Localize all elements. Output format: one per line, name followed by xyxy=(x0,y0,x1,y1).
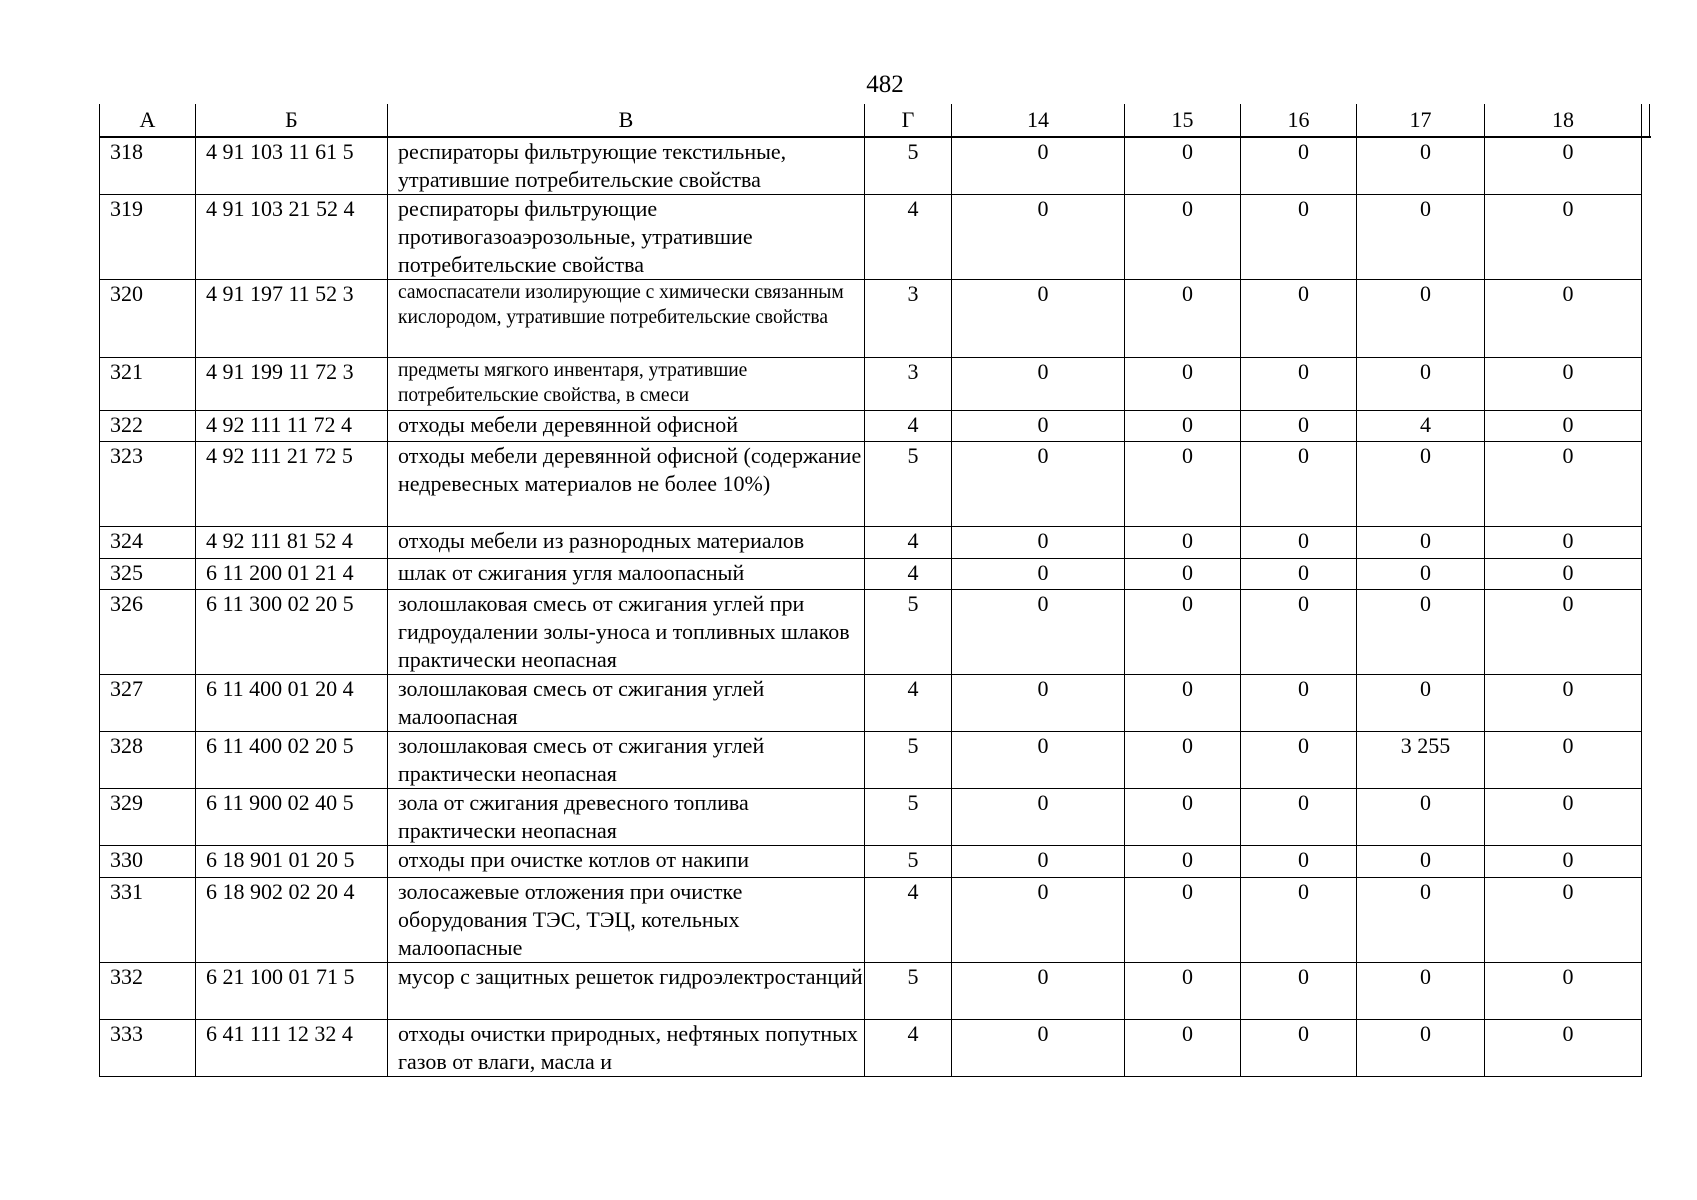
value-col-14: 0 xyxy=(952,963,1125,1020)
value-col-18: 0 xyxy=(1485,137,1642,195)
value-col-16: 0 xyxy=(1241,878,1357,963)
waste-code: 6 11 900 02 40 5 xyxy=(196,789,388,846)
waste-description: отходы мебели деревянной офисной xyxy=(388,411,865,442)
value-col-16: 0 xyxy=(1241,280,1357,358)
value-col-15: 0 xyxy=(1125,411,1241,442)
row-number: 323 xyxy=(100,442,196,527)
hazard-class: 4 xyxy=(865,878,952,963)
hazard-class: 4 xyxy=(865,559,952,590)
value-col-17: 0 xyxy=(1357,878,1485,963)
value-col-14: 0 xyxy=(952,789,1125,846)
value-col-17: 0 xyxy=(1357,846,1485,878)
hazard-class: 5 xyxy=(865,137,952,195)
value-col-16: 0 xyxy=(1241,442,1357,527)
value-col-15: 0 xyxy=(1125,963,1241,1020)
value-col-15: 0 xyxy=(1125,195,1241,280)
value-col-16: 0 xyxy=(1241,411,1357,442)
value-col-15: 0 xyxy=(1125,1020,1241,1077)
value-col-17: 0 xyxy=(1357,789,1485,846)
row-number: 329 xyxy=(100,789,196,846)
table-row xyxy=(100,358,1642,411)
waste-code: 6 18 902 02 20 4 xyxy=(196,878,388,963)
value-col-15: 0 xyxy=(1125,137,1241,195)
value-col-18: 0 xyxy=(1485,195,1642,280)
value-col-14: 0 xyxy=(952,137,1125,195)
value-col-14: 0 xyxy=(952,559,1125,590)
value-col-14: 0 xyxy=(952,442,1125,527)
value-col-16: 0 xyxy=(1241,846,1357,878)
value-col-17: 0 xyxy=(1357,442,1485,527)
table-row xyxy=(100,1020,1642,1077)
table-row xyxy=(100,789,1642,846)
hazard-class: 3 xyxy=(865,358,952,411)
value-col-17: 0 xyxy=(1357,675,1485,732)
hazard-class: 4 xyxy=(865,411,952,442)
value-col-17: 0 xyxy=(1357,280,1485,358)
value-col-14: 0 xyxy=(952,1020,1125,1077)
waste-description: мусор с защитных решеток гидроэлектростанций xyxy=(388,963,865,1020)
value-col-17: 0 xyxy=(1357,195,1485,280)
value-col-15: 0 xyxy=(1125,442,1241,527)
table-row xyxy=(100,559,1642,590)
table-row xyxy=(100,527,1642,559)
row-number: 332 xyxy=(100,963,196,1020)
col-header-18: 18 xyxy=(1485,104,1642,137)
table-body xyxy=(100,137,1642,1077)
value-col-15: 0 xyxy=(1125,559,1241,590)
waste-description: золошлаковая смесь от сжигания углей практически неопасная xyxy=(388,732,865,789)
col-header-g: Г xyxy=(865,104,952,137)
value-col-18: 0 xyxy=(1485,280,1642,358)
value-col-16: 0 xyxy=(1241,358,1357,411)
waste-description: зола от сжигания древесного топлива практически неопасная xyxy=(388,789,865,846)
waste-description: респираторы фильтрующие противогазоаэрозольные, утратившие потребительские свойства xyxy=(388,195,865,280)
value-col-14: 0 xyxy=(952,358,1125,411)
table-row xyxy=(100,732,1642,789)
value-col-15: 0 xyxy=(1125,732,1241,789)
waste-description: отходы очистки природных, нефтяных попутных газов от влаги, масла и xyxy=(388,1020,865,1077)
hazard-class: 4 xyxy=(865,1020,952,1077)
value-col-17: 0 xyxy=(1357,559,1485,590)
value-col-18: 0 xyxy=(1485,411,1642,442)
value-col-16: 0 xyxy=(1241,675,1357,732)
waste-description: отходы при очистке котлов от накипи xyxy=(388,846,865,878)
value-col-18: 0 xyxy=(1485,559,1642,590)
page-number: 482 xyxy=(866,71,904,98)
value-col-15: 0 xyxy=(1125,527,1241,559)
hazard-class: 5 xyxy=(865,963,952,1020)
row-number: 325 xyxy=(100,559,196,590)
value-col-14: 0 xyxy=(952,732,1125,789)
table-row xyxy=(100,846,1642,878)
row-number: 321 xyxy=(100,358,196,411)
waste-code: 6 41 111 12 32 4 xyxy=(196,1020,388,1077)
row-number: 318 xyxy=(100,137,196,195)
col-header-14: 14 xyxy=(952,104,1125,137)
value-col-17: 0 xyxy=(1357,358,1485,411)
waste-description: респираторы фильтрующие текстильные, утратившие потребительские свойства xyxy=(388,137,865,195)
col-header-a: А xyxy=(100,104,196,137)
hazard-class: 4 xyxy=(865,195,952,280)
value-col-17: 0 xyxy=(1357,137,1485,195)
value-col-16: 0 xyxy=(1241,789,1357,846)
col-header-15: 15 xyxy=(1125,104,1241,137)
waste-description: отходы мебели из разнородных материалов xyxy=(388,527,865,559)
table-row xyxy=(100,675,1642,732)
value-col-18: 0 xyxy=(1485,846,1642,878)
value-col-14: 0 xyxy=(952,878,1125,963)
row-number: 326 xyxy=(100,590,196,675)
col-header-v: В xyxy=(388,104,865,137)
value-col-16: 0 xyxy=(1241,559,1357,590)
row-number: 322 xyxy=(100,411,196,442)
waste-code: 6 11 300 02 20 5 xyxy=(196,590,388,675)
hazard-class: 5 xyxy=(865,789,952,846)
table-row xyxy=(100,411,1642,442)
waste-description: золосажевые отложения при очистке оборудования ТЭС, ТЭЦ, котельных малоопасные xyxy=(388,878,865,963)
row-number: 320 xyxy=(100,280,196,358)
row-number: 327 xyxy=(100,675,196,732)
hazard-class: 4 xyxy=(865,527,952,559)
value-col-18: 0 xyxy=(1485,963,1642,1020)
value-col-18: 0 xyxy=(1485,527,1642,559)
waste-code: 4 91 103 11 61 5 xyxy=(196,137,388,195)
value-col-15: 0 xyxy=(1125,358,1241,411)
value-col-16: 0 xyxy=(1241,1020,1357,1077)
value-col-14: 0 xyxy=(952,675,1125,732)
waste-description: золошлаковая смесь от сжигания углей малоопасная xyxy=(388,675,865,732)
row-number: 333 xyxy=(100,1020,196,1077)
waste-register-table xyxy=(99,104,1642,1077)
value-col-16: 0 xyxy=(1241,137,1357,195)
hazard-class: 3 xyxy=(865,280,952,358)
hazard-class: 5 xyxy=(865,590,952,675)
waste-code: 4 92 111 21 72 5 xyxy=(196,442,388,527)
value-col-17: 0 xyxy=(1357,527,1485,559)
waste-code: 6 11 200 01 21 4 xyxy=(196,559,388,590)
value-col-14: 0 xyxy=(952,411,1125,442)
value-col-18: 0 xyxy=(1485,1020,1642,1077)
value-col-16: 0 xyxy=(1241,732,1357,789)
value-col-14: 0 xyxy=(952,195,1125,280)
waste-code: 6 11 400 02 20 5 xyxy=(196,732,388,789)
value-col-16: 0 xyxy=(1241,195,1357,280)
value-col-16: 0 xyxy=(1241,590,1357,675)
value-col-17: 3 255 xyxy=(1357,732,1485,789)
table-header-row xyxy=(100,104,1642,137)
waste-description: отходы мебели деревянной офисной (содержание недревесных материалов не более 10%) xyxy=(388,442,865,527)
row-number: 328 xyxy=(100,732,196,789)
value-col-15: 0 xyxy=(1125,878,1241,963)
waste-description: самоспасатели изолирующие с химически связанным кислородом, утратившие потребительские свойства xyxy=(388,280,865,358)
value-col-15: 0 xyxy=(1125,280,1241,358)
table-row xyxy=(100,442,1642,527)
col-header-b: Б xyxy=(196,104,388,137)
header-edge-tick xyxy=(1649,104,1650,137)
waste-code: 4 91 199 11 72 3 xyxy=(196,358,388,411)
col-header-16: 16 xyxy=(1241,104,1357,137)
hazard-class: 5 xyxy=(865,846,952,878)
value-col-18: 0 xyxy=(1485,442,1642,527)
waste-code: 4 91 103 21 52 4 xyxy=(196,195,388,280)
waste-description: шлак от сжигания угля малоопасный xyxy=(388,559,865,590)
value-col-15: 0 xyxy=(1125,675,1241,732)
value-col-17: 0 xyxy=(1357,590,1485,675)
value-col-15: 0 xyxy=(1125,789,1241,846)
waste-code: 4 91 197 11 52 3 xyxy=(196,280,388,358)
value-col-16: 0 xyxy=(1241,963,1357,1020)
table-row xyxy=(100,137,1642,195)
value-col-17: 0 xyxy=(1357,963,1485,1020)
waste-description: золошлаковая смесь от сжигания углей при гидроудалении золы-уноса и топливных шлаков практически неопасная xyxy=(388,590,865,675)
col-header-17: 17 xyxy=(1357,104,1485,137)
table-row xyxy=(100,195,1642,280)
row-number: 324 xyxy=(100,527,196,559)
waste-code: 6 18 901 01 20 5 xyxy=(196,846,388,878)
value-col-14: 0 xyxy=(952,280,1125,358)
waste-code: 6 11 400 01 20 4 xyxy=(196,675,388,732)
value-col-18: 0 xyxy=(1485,590,1642,675)
hazard-class: 5 xyxy=(865,732,952,789)
value-col-14: 0 xyxy=(952,590,1125,675)
value-col-18: 0 xyxy=(1485,358,1642,411)
waste-code: 4 92 111 11 72 4 xyxy=(196,411,388,442)
value-col-18: 0 xyxy=(1485,732,1642,789)
value-col-18: 0 xyxy=(1485,675,1642,732)
value-col-17: 0 xyxy=(1357,1020,1485,1077)
value-col-14: 0 xyxy=(952,846,1125,878)
hazard-class: 4 xyxy=(865,675,952,732)
row-number: 331 xyxy=(100,878,196,963)
table-row xyxy=(100,878,1642,963)
table-row xyxy=(100,280,1642,358)
value-col-17: 4 xyxy=(1357,411,1485,442)
table-row xyxy=(100,963,1642,1020)
row-number: 330 xyxy=(100,846,196,878)
value-col-14: 0 xyxy=(952,527,1125,559)
table-row xyxy=(100,590,1642,675)
value-col-16: 0 xyxy=(1241,527,1357,559)
waste-code: 4 92 111 81 52 4 xyxy=(196,527,388,559)
value-col-15: 0 xyxy=(1125,590,1241,675)
hazard-class: 5 xyxy=(865,442,952,527)
row-number: 319 xyxy=(100,195,196,280)
waste-description: предметы мягкого инвентаря, утратившие потребительские свойства, в смеси xyxy=(388,358,865,411)
value-col-18: 0 xyxy=(1485,789,1642,846)
value-col-18: 0 xyxy=(1485,878,1642,963)
value-col-15: 0 xyxy=(1125,846,1241,878)
waste-code: 6 21 100 01 71 5 xyxy=(196,963,388,1020)
